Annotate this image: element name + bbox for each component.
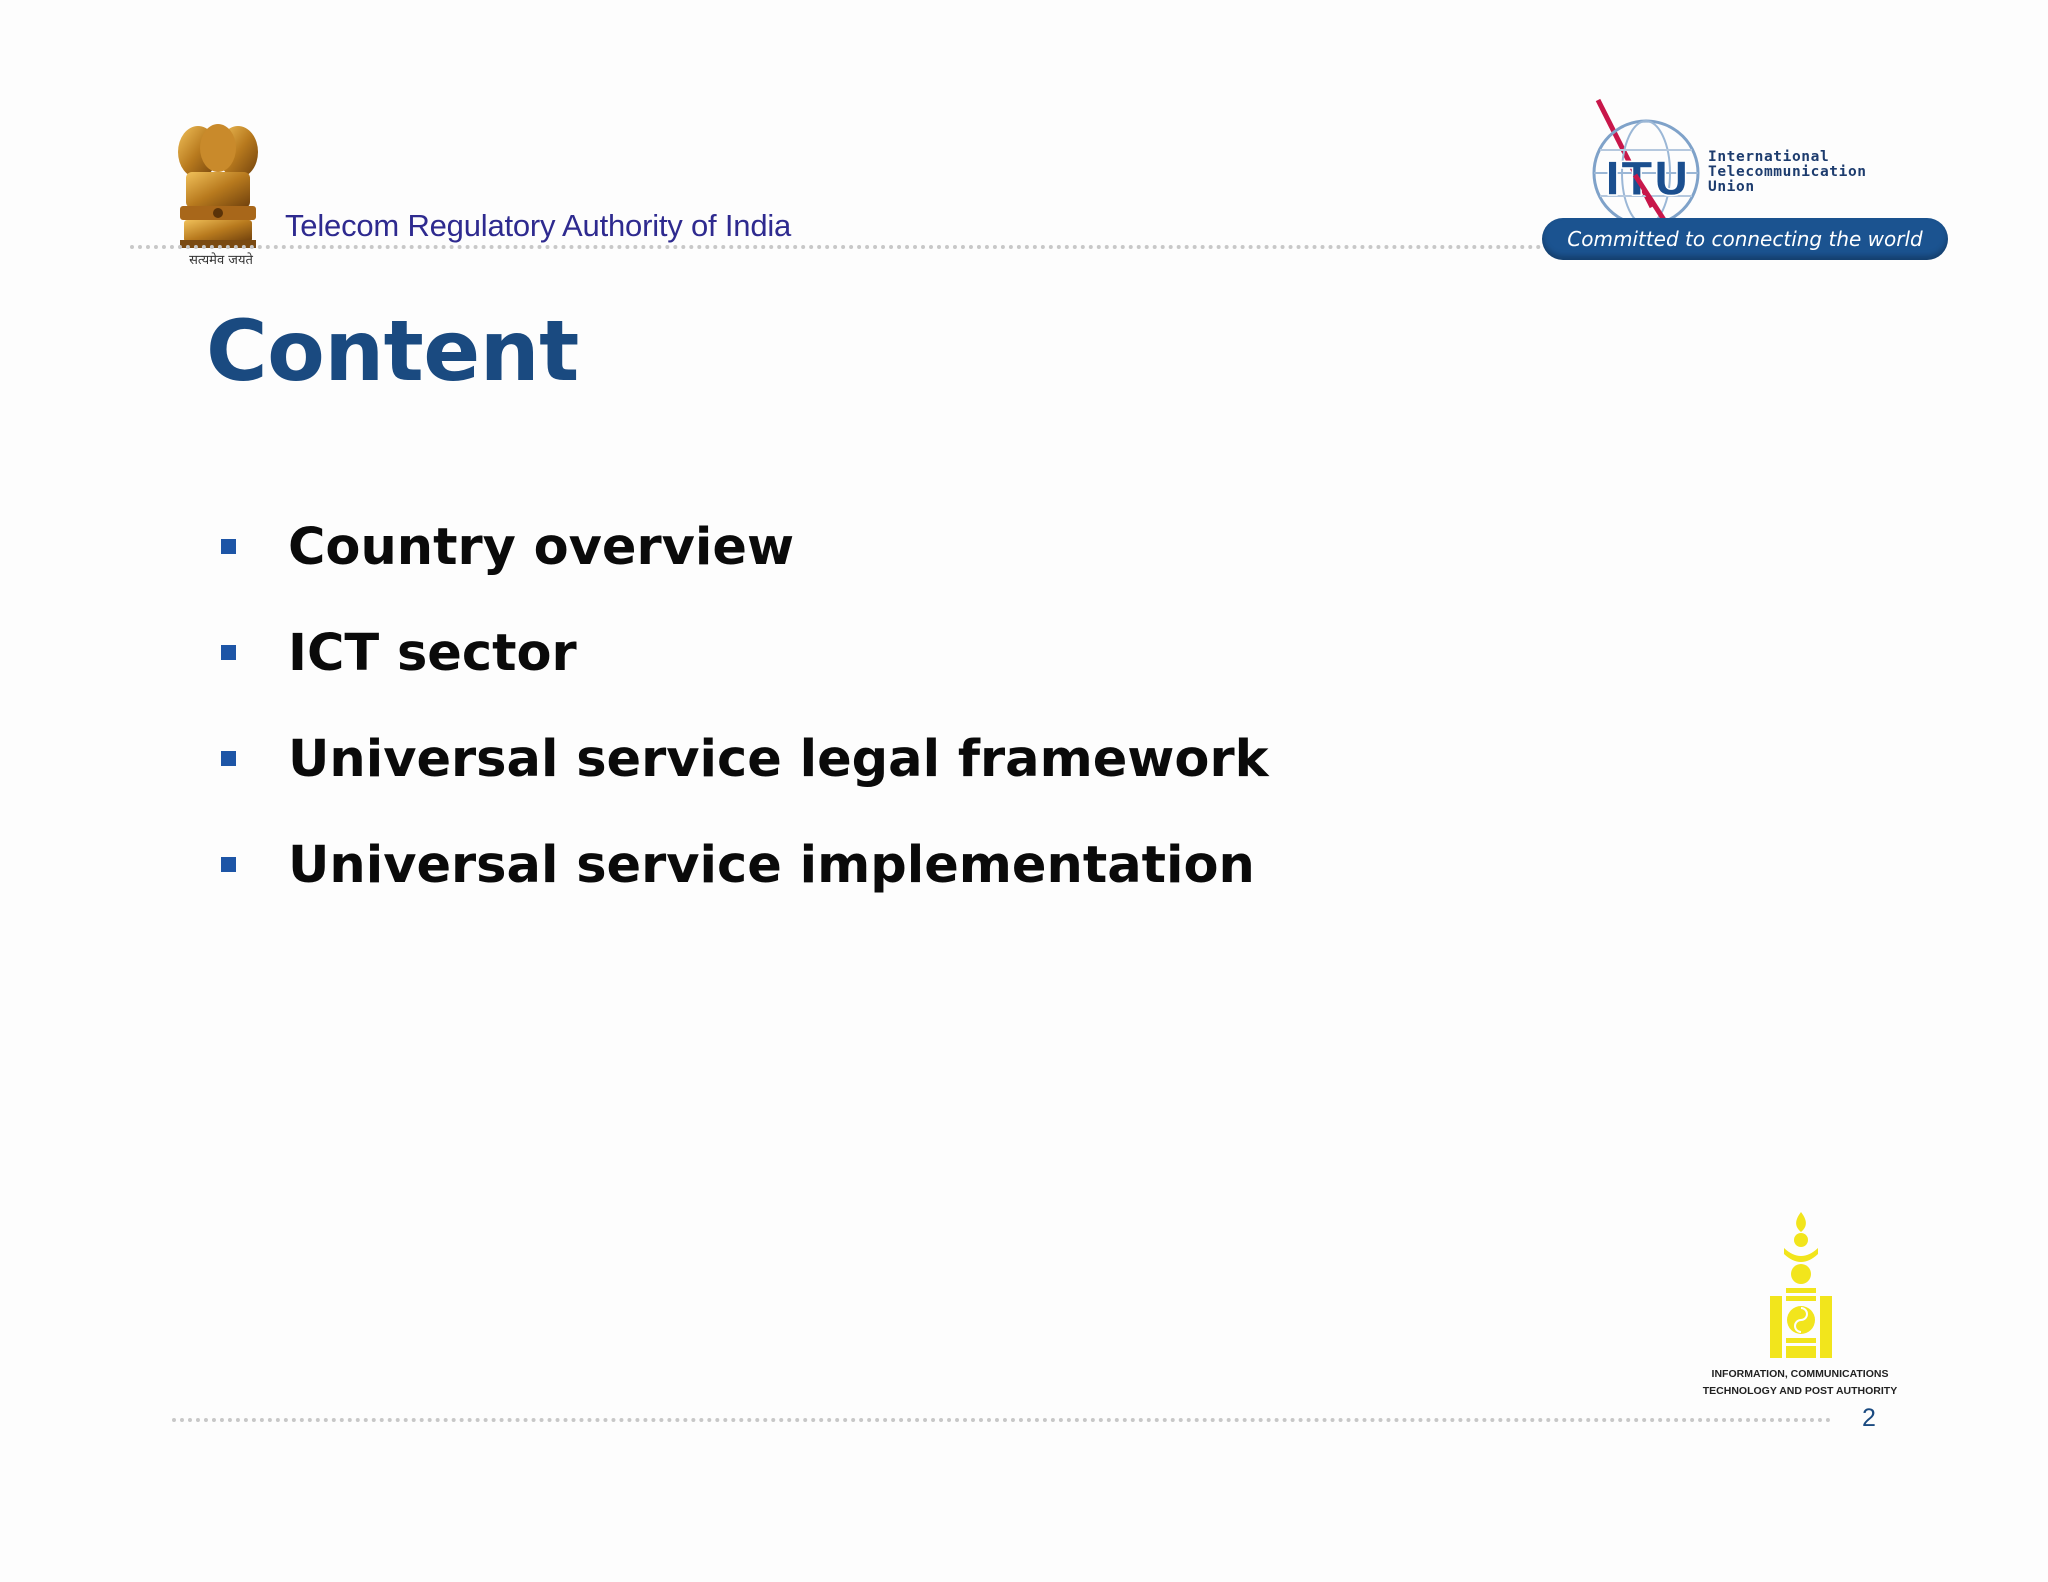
bullet-text: Country overview (288, 518, 795, 577)
bullet-text: ICT sector (288, 624, 577, 683)
square-bullet-icon (221, 751, 236, 766)
bullet-text: Universal service legal framework (288, 730, 1269, 789)
authority-caption-line-1: INFORMATION, COMMUNICATIONS (1711, 1368, 1889, 1380)
org-name: Telecom Regulatory Authority of India (285, 208, 792, 243)
itu-name-line-1: International (1708, 149, 1830, 165)
itu-tagline: Committed to connecting the world (1567, 227, 1923, 251)
emblem-motto: सत्यमेव जयते (189, 253, 253, 268)
footer-divider (172, 1418, 1832, 1422)
slide-title: Content (206, 302, 579, 400)
page-number: 2 (1862, 1404, 1876, 1432)
itu-name-line-3: Union (1708, 179, 1755, 195)
itu-abbreviation: ITU (1604, 152, 1690, 206)
header-divider (130, 245, 1550, 249)
authority-caption (1700, 1366, 1900, 1400)
square-bullet-icon (221, 857, 236, 872)
itu-name-line-2: Telecommunication (1708, 164, 1867, 180)
bullet-text: Universal service implementation (288, 836, 1255, 895)
square-bullet-icon (221, 645, 236, 660)
square-bullet-icon (221, 539, 236, 554)
authority-caption-line-2: TECHNOLOGY AND POST AUTHORITY (1702, 1385, 1898, 1397)
mongolia-authority-logo (1760, 1212, 1842, 1362)
itu-name (1708, 150, 1867, 195)
